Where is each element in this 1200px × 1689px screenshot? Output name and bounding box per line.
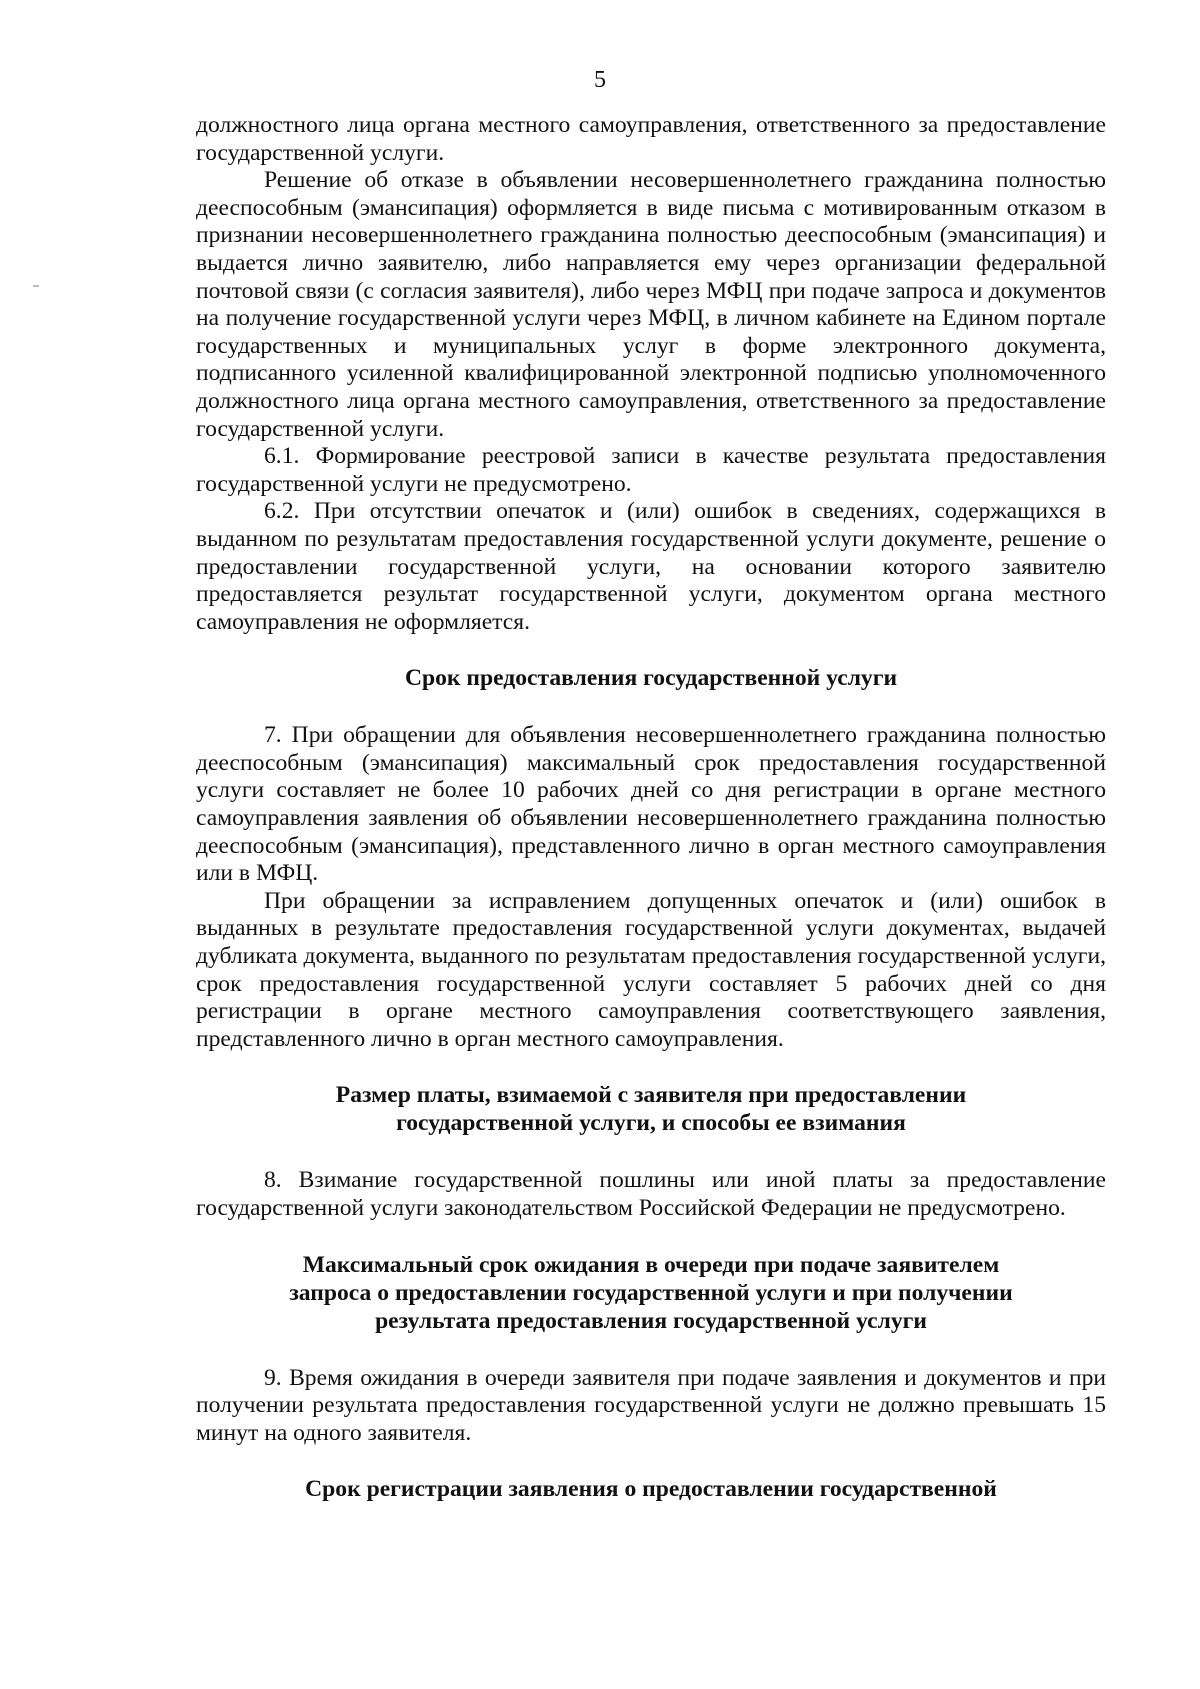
spacer — [196, 1137, 1106, 1167]
paragraph-continuation: должностного лица органа местного самоуправления, ответственного за предоставление государственной услуги. — [196, 112, 1106, 166]
section-heading-service-term: Срок предоставления государственной услуги — [404, 665, 898, 692]
section-heading-fee-line-2: государственной услуги, и способы ее взимания — [396, 1110, 906, 1137]
paragraph-6-2: 6.2. При отсутствии опечаток и (или) ошибок в сведениях, содержащихся в выданном по результатам предоставления государственной услуги документе, решение о предоставлении государственной услуги, на основании которого заявителю предоставляется результат государственной услуги, документом органа местного самоуправления не оформляется. — [196, 498, 1106, 635]
section-heading-registration-term: Срок регистрации заявления о предоставлении государственной — [305, 1476, 997, 1503]
spacer — [196, 692, 1106, 722]
section-heading-queue-time — [196, 1251, 1106, 1335]
scan-speck — [33, 285, 39, 287]
section-heading-fee — [196, 1081, 1106, 1137]
section-heading-queue-line-1: Максимальный срок ожидания в очереди при подаче заявителем — [302, 1251, 1000, 1278]
spacer — [196, 1335, 1106, 1365]
section-heading-queue-line-3: результата предоставления государственной услуги — [375, 1307, 927, 1334]
paragraph-7: 7. При обращении для объявления несовершеннолетнего гражданина полностью дееспособным (эмансипация) максимальный срок предоставления государственной услуги составляет не более 10 рабочих дней со дня регистрации в органе местного самоуправления заявления об объявлении несовершеннолетнего гражданина полностью дееспособным (эмансипация), представленного лично в орган местного самоуправления или в МФЦ. — [196, 722, 1106, 887]
spacer — [196, 1053, 1106, 1081]
spacer — [196, 636, 1106, 664]
paragraph-6-1: 6.1. Формирование реестровой записи в качестве результата предоставления государственной услуги не предусмотрено. — [196, 443, 1106, 497]
paragraph-9: 9. Время ожидания в очереди заявителя при подаче заявления и документов и при получении результата предоставления государственной услуги не должно превышать 15 минут на одного заявителя. — [196, 1364, 1106, 1446]
spacer — [196, 1447, 1106, 1475]
document-body — [196, 112, 1106, 1503]
paragraph-refusal-decision: Решение об отказе в объявлении несовершеннолетнего гражданина полностью дееспособным (эмансипация) оформляется в виде письма с мотивированным отказом в признании несовершеннолетнего гражданина полностью дееспособным (эмансипация) и выдается лично заявителю, либо направляется ему через организации федеральной почтовой связи (с согласия заявителя), либо через МФЦ при подаче запроса и документов на получение государственной услуги через МФЦ, в личном кабинете на Едином портале государственных и муниципальных услуг в форме электронного документа, подписанного усиленной квалифицированной электронной подписью уполномоченного должностного лица органа местного самоуправления, ответственного за предоставление государственной услуги. — [196, 167, 1106, 442]
page-number: 5 — [594, 67, 606, 93]
spacer — [196, 1223, 1106, 1251]
section-heading-fee-line-1: Размер платы, взимаемой с заявителя при предоставлении — [335, 1082, 967, 1109]
paragraph-8: 8. Взимание государственной пошлины или иной платы за предоставление государственной услуги законодательством Российской Федерации не предусмотрено. — [196, 1167, 1106, 1221]
paragraph-corrections-term: При обращении за исправлением допущенных опечаток и (или) ошибок в выданных в результате предоставления государственной услуги документах, выдачей дубликата документа, выданного по результатам предоставления государственной услуги, срок предоставления государственной услуги составляет 5 рабочих дней со дня регистрации в органе местного самоуправления соответствующего заявления, представленного лично в орган местного самоуправления. — [196, 887, 1106, 1052]
section-heading-queue-line-2: запроса о предоставлении государственной услуги и при получении — [289, 1279, 1013, 1306]
